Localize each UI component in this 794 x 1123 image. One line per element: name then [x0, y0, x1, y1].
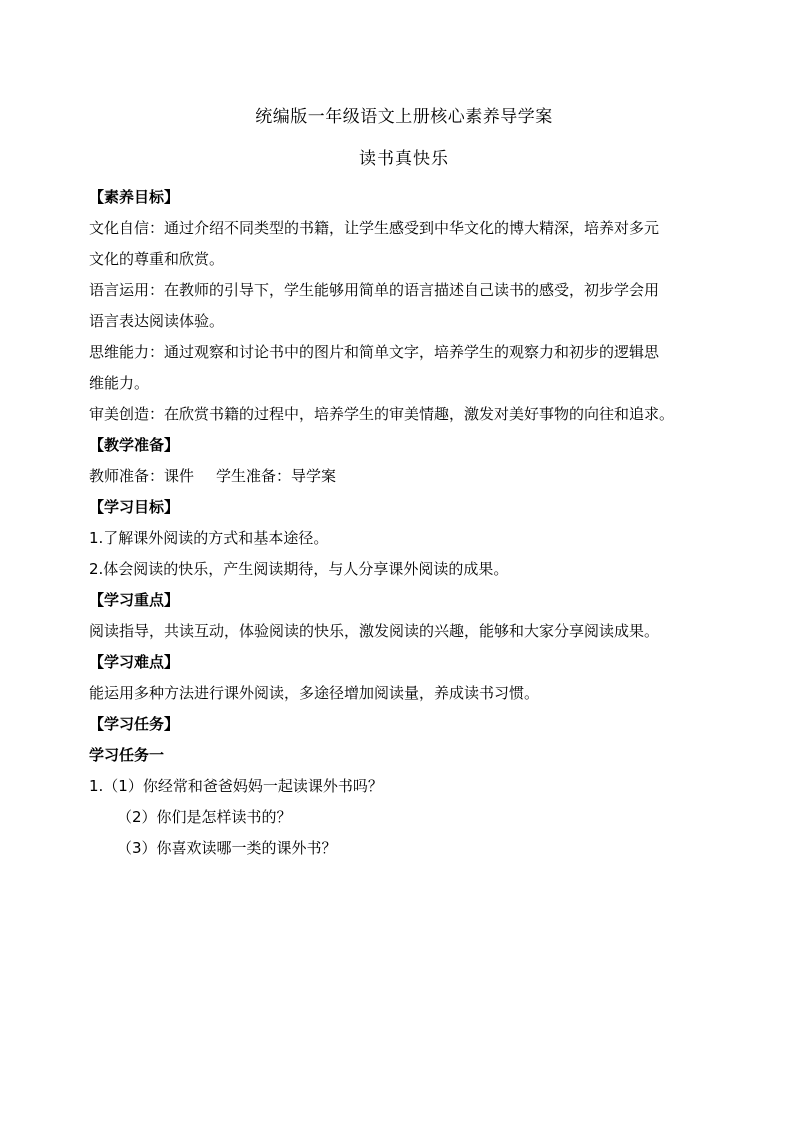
goals-heading: 【素养目标】 [89, 188, 180, 206]
task1-heading: 学习任务一 [89, 746, 165, 764]
key-text: 阅读指导，共读互动，体验阅读的快乐，激发阅读的兴趣，能够和大家分享阅读成果。 [89, 622, 660, 640]
document-content [89, 102, 719, 864]
objective-item-2: 2.体会阅读的快乐，产生阅读期待，与人分享课外阅读的成果。 [89, 560, 509, 578]
goals-line-2: 文化的尊重和欣赏。 [89, 250, 225, 268]
difficulty-heading: 【学习难点】 [89, 653, 180, 671]
goals-line-3: 语言运用：在教师的引导下，学生能够用简单的语言描述自己读书的感受，初步学会用 [89, 281, 660, 299]
tasks-heading: 【学习任务】 [89, 715, 180, 733]
goals-line-6: 维能力。 [89, 374, 150, 392]
objectives-heading: 【学习目标】 [89, 498, 180, 516]
difficulty-text: 能运用多种方法进行课外阅读，多途径增加阅读量，养成读书习惯。 [89, 684, 540, 702]
prep-line [89, 461, 719, 492]
task1-item-1: 1.（1）你经常和爸爸妈妈一起读课外书吗？ [89, 777, 383, 795]
goals-line-4: 语言表达阅读体验。 [89, 312, 225, 330]
goals-line-7: 审美创造：在欣赏书籍的过程中，培养学生的审美情趣，激发对美好事物的向往和追求。 [89, 405, 675, 423]
prep-student: 学生准备：导学案 [216, 467, 337, 485]
task1-item-2: （2）你们是怎样读书的？ [117, 808, 292, 826]
document-subtitle: 读书真快乐 [359, 149, 449, 169]
document-title: 统编版一年级语文上册核心素养导学案 [255, 107, 553, 127]
goals-line-5: 思维能力：通过观察和讨论书中的图片和简单文字，培养学生的观察力和初步的逻辑思 [89, 343, 660, 361]
task1-item-3: （3）你喜欢读哪一类的课外书？ [117, 839, 337, 857]
prep-heading: 【教学准备】 [89, 436, 180, 454]
prep-teacher: 教师准备：课件 [89, 467, 195, 485]
objective-item-1: 1.了解课外阅读的方式和基本途径。 [89, 529, 329, 547]
goals-line-1: 文化自信：通过介绍不同类型的书籍，让学生感受到中华文化的博大精深，培养对多元 [89, 219, 660, 237]
key-heading: 【学习重点】 [89, 591, 180, 609]
